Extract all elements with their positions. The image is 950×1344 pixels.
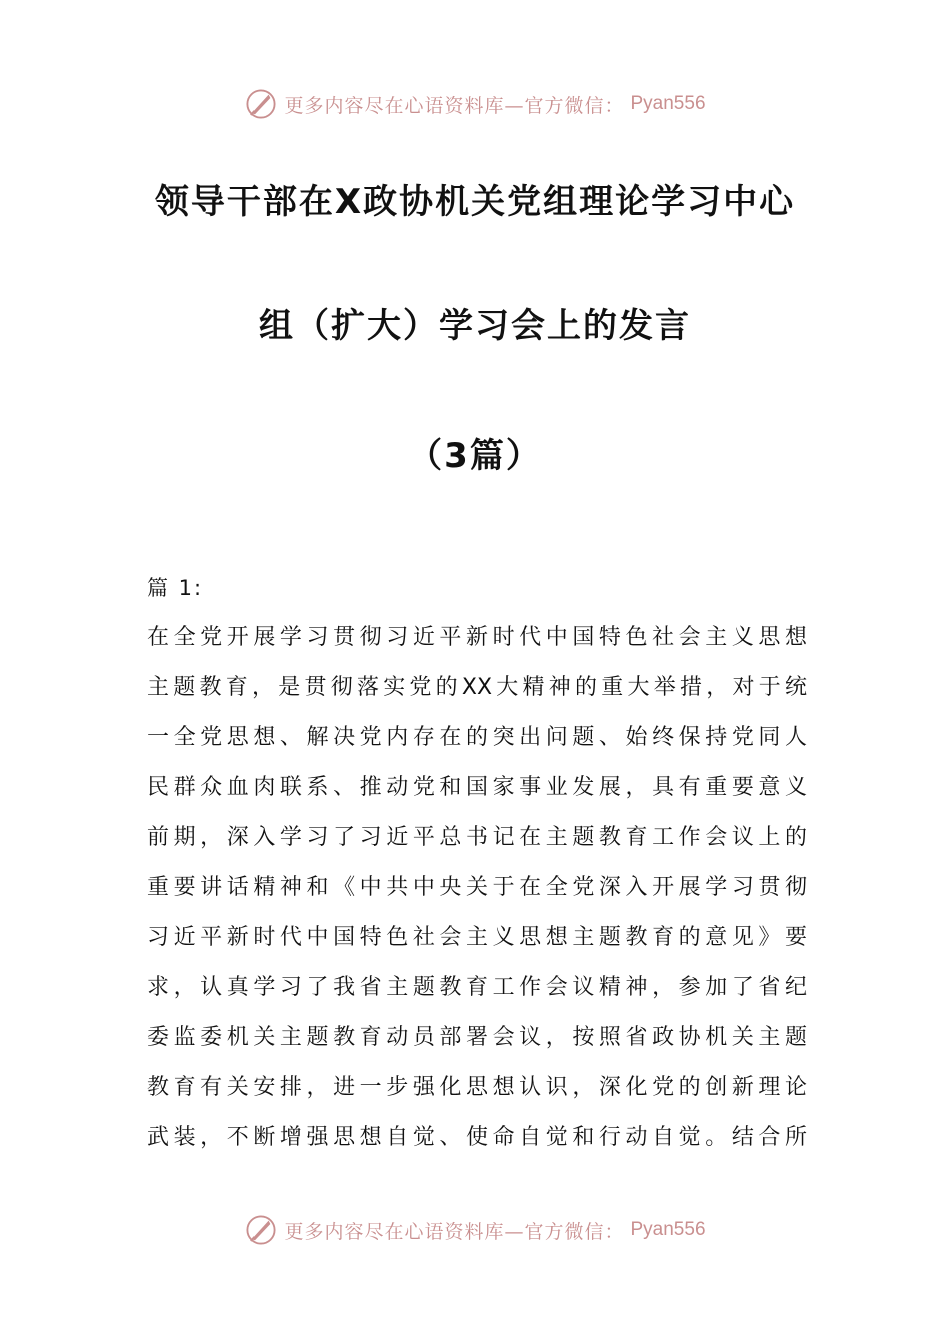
paragraph-line: 一全党思想、解决党内存在的突出问题、始终保持党同人 (147, 725, 807, 750)
document-title-count: （3篇） (408, 436, 542, 476)
header-watermark (0, 84, 950, 124)
paragraph-line: 重要讲话精神和《中共中央关于在全党深入开展学习贯彻 (147, 875, 807, 900)
quill-logo-icon (244, 1213, 278, 1247)
paragraph-line: 求，认真学习了我省主题教育工作会议精神，参加了省纪 (147, 975, 807, 1000)
paragraph-line: 教育有关安排，进一步强化思想认识，深化党的创新理论 (147, 1075, 807, 1100)
watermark-text: 更多内容尽在心语资料库—官方微信： (284, 1220, 625, 1243)
paragraph-line: 主题教育，是贯彻落实党的XX大精神的重大举措，对于统 (147, 675, 807, 700)
paragraph-line: 武装，不断增强思想自觉、使命自觉和行动自觉。结合所 (147, 1125, 807, 1150)
paragraph-line: 委监委机关主题教育动员部署会议，按照省政协机关主题 (147, 1025, 807, 1050)
watermark-wechat-id: Pyan556 (630, 1219, 706, 1240)
quill-logo-icon (244, 87, 278, 121)
body-paragraph (147, 618, 807, 1168)
document-title-line-1: 领导干部在X政协机关党组理论学习中心 (154, 182, 796, 222)
watermark-text: 更多内容尽在心语资料库—官方微信： (284, 94, 625, 117)
paragraph-line: 前期，深入学习了习近平总书记在主题教育工作会议上的 (147, 825, 807, 850)
footer-watermark (0, 1210, 950, 1250)
watermark-wechat-id: Pyan556 (630, 93, 706, 114)
section-label: 篇 1: (147, 576, 204, 600)
paragraph-line: 民群众血肉联系、推动党和国家事业发展，具有重要意义 (147, 775, 807, 800)
paragraph-line: 习近平新时代中国特色社会主义思想主题教育的意见》要 (147, 925, 807, 950)
paragraph-line: 在全党开展学习贯彻习近平新时代中国特色社会主义思想 (147, 625, 807, 650)
document-title-line-2: 组（扩大）学习会上的发言 (259, 306, 691, 346)
